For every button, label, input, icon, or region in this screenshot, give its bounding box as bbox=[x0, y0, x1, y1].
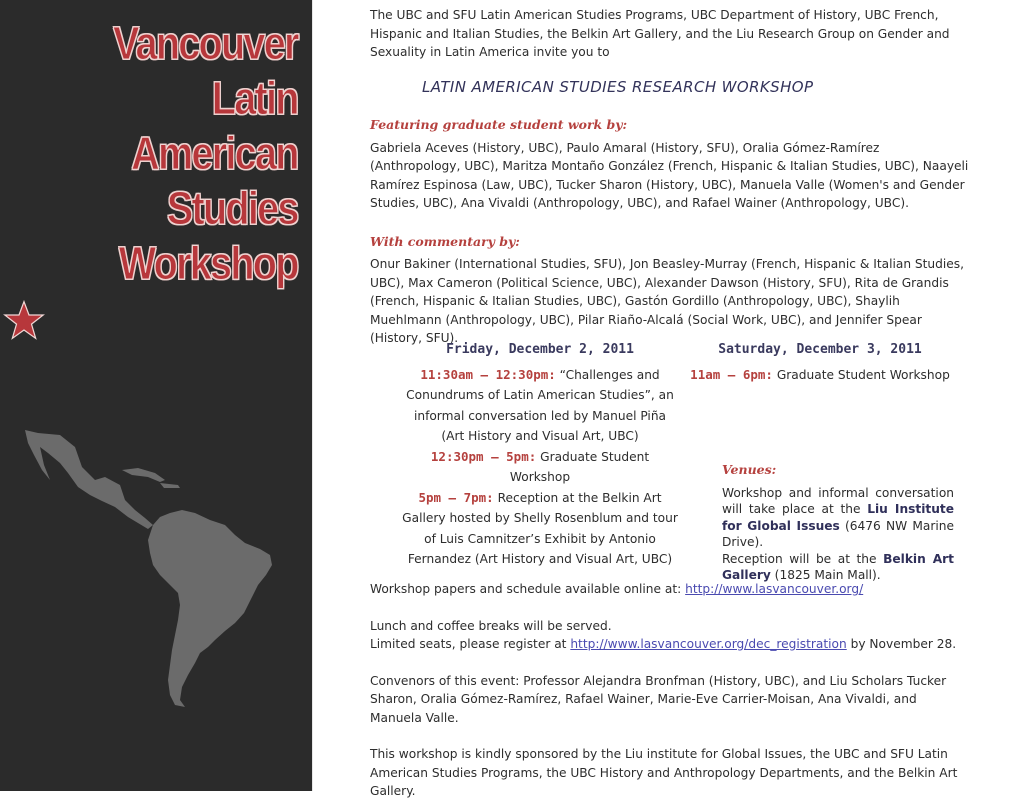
register-info bbox=[370, 635, 970, 654]
title-line: Vancouver bbox=[113, 17, 298, 69]
title-line: Workshop bbox=[119, 237, 298, 289]
venue-workshop bbox=[722, 485, 954, 551]
event-time: 11:30am – 12:30pm: bbox=[420, 366, 556, 382]
venues-heading: Venues: bbox=[722, 462, 777, 477]
sponsors-text: This workshop is kindly sponsored by the Liu institute for Global Issues, the UBC and SFU Latin American Studies Programs, the UBC History and Anthropology Departments, and the Belkin Art Gallery. bbox=[370, 747, 958, 798]
latin-america-map-icon bbox=[20, 425, 280, 715]
online-info bbox=[370, 580, 970, 599]
event-time: 11am – 6pm: bbox=[690, 366, 773, 382]
featuring-heading: Featuring graduate student work by: bbox=[370, 117, 628, 132]
saturday-heading: Saturday, December 3, 2011 bbox=[718, 342, 922, 357]
poster-content bbox=[370, 6, 970, 348]
convenors-text: Convenors of this event: Professor Alejandra Bronfman (History, UBC), and Liu Scholars Tucker Sharon, Oralia Gómez-Ramírez, Rafael Wainer, Marie-Eve Carrier-Moisan, Ana Vivaldi, and Manuela Valle. bbox=[370, 673, 947, 725]
event-text: “Challenges and bbox=[555, 367, 660, 382]
headline: LATIN AMERICAN STUDIES RESEARCH WORKSHOP bbox=[422, 77, 814, 96]
commentary-heading: With commentary by: bbox=[370, 233, 520, 249]
intro-text: The UBC and SFU Latin American Studies Programs, UBC Department of History, UBC French, Hispanic and Italian Studies, the Belkin Art Gallery, and the Liu Research Group on Gender and Sexuality in Latin America invite you to bbox=[370, 8, 950, 59]
event-text: Workshop bbox=[509, 470, 571, 484]
venue-name: Belkin Art Gallery bbox=[722, 551, 954, 582]
star-icon bbox=[3, 300, 45, 340]
venue-address: (1825 Main Mall). bbox=[770, 568, 881, 582]
register-deadline: by November 28. bbox=[846, 637, 957, 651]
venue-name: Liu Institute for Global Issues bbox=[722, 502, 954, 533]
title-line: Latin bbox=[212, 72, 298, 124]
venue-text: Reception will be at the bbox=[722, 551, 884, 566]
friday-schedule bbox=[402, 340, 678, 570]
event-time: 5pm – 7pm: bbox=[418, 489, 494, 505]
event-text: Graduate Student bbox=[536, 449, 650, 464]
event-text: Gallery hosted by Shelly Rosenblum and tour of Luis Camnitzer’s Exhibit by Antonio Fernandez (Art History and Visual Art, UBC) bbox=[402, 511, 678, 566]
event-time: 12:30pm – 5pm: bbox=[430, 448, 537, 464]
lunch-info: Lunch and coffee breaks will be served. bbox=[370, 618, 612, 633]
schedule-item bbox=[684, 365, 956, 386]
poster-title bbox=[113, 16, 298, 291]
venue-reception bbox=[722, 551, 954, 584]
schedule-item bbox=[402, 488, 678, 570]
venues-section bbox=[722, 462, 954, 584]
registration-link[interactable]: http://www.lasvancouver.org/dec_registration bbox=[570, 637, 847, 651]
venue-text: Workshop and informal conversation will take place at the bbox=[722, 485, 954, 516]
event-text: Graduate Student Workshop bbox=[772, 367, 950, 382]
saturday-schedule bbox=[684, 340, 956, 385]
schedule-item bbox=[402, 447, 678, 488]
website-link[interactable]: http://www.lasvancouver.org/ bbox=[685, 582, 864, 596]
title-line: Studies bbox=[167, 182, 298, 234]
event-text: Reception at the Belkin Art bbox=[493, 490, 662, 505]
sidebar-panel bbox=[0, 0, 313, 791]
featuring-text: Gabriela Aceves (History, UBC), Paulo Amaral (History, SFU), Oralia Gómez-Ramírez (Anthropology, UBC), Maritza Montaño González (French, Hispanic & Italian Studies, UBC), Naayeli Ramírez Espinosa (Law, UBC), Tucker Sharon (History, UBC), Manuela Valle (Women's and Gender Studies, UBC), Ana Vivaldi (Anthropology, UBC), and Rafael Wainer (Anthropology, UBC). bbox=[370, 140, 969, 210]
register-text: Limited seats, please register at bbox=[370, 637, 571, 651]
footer-info bbox=[370, 580, 970, 801]
schedule-item bbox=[402, 365, 678, 447]
title-line: American bbox=[131, 127, 298, 179]
venue-address: (6476 NW Marine Drive). bbox=[722, 518, 955, 549]
commentary-text: Onur Bakiner (International Studies, SFU), Jon Beasley-Murray (French, Hispanic & Italian Studies, UBC), Max Cameron (Political Science, UBC), Alexander Dawson (History, SFU), Rita de Grandis (French, Hispanic & Italian Studies, UBC), Gastón Gordillo (Anthropology, UBC), Shaylih Muehlmann (Anthropology, UBC), Pilar Riaño-Alcalá (Social Work, UBC), and Jennifer Spear (History, SFU). bbox=[370, 257, 965, 345]
event-text: Conundrums of Latin American Studies”, an informal conversation led by Manuel Piña (Art History and Visual Art, UBC) bbox=[406, 388, 674, 443]
online-text: Workshop papers and schedule available online at: bbox=[370, 582, 686, 596]
friday-heading: Friday, December 2, 2011 bbox=[446, 342, 634, 357]
